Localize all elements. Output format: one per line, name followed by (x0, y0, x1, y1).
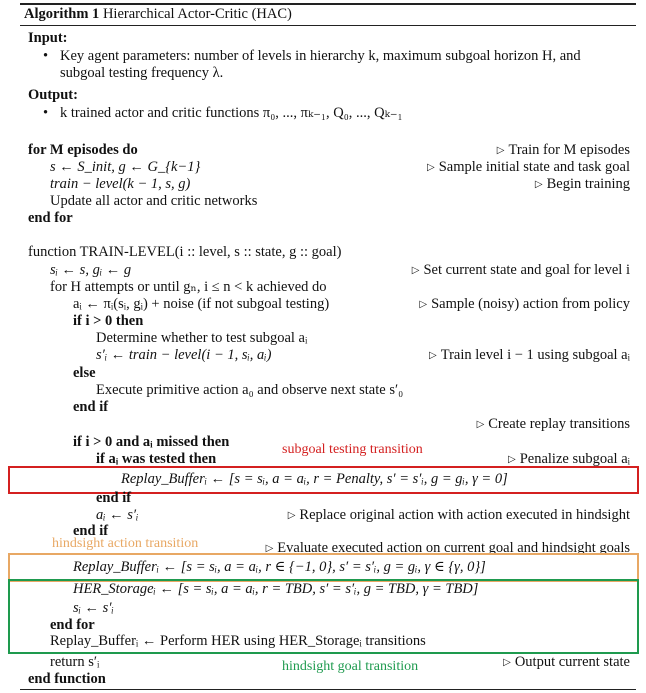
fn-end-if-outer: end if (73, 523, 109, 539)
fn-train-sub-comment-wrap (429, 347, 630, 365)
main-update-line: Update all actor and critic networks (50, 193, 258, 209)
fn-end-if-inner: end if (96, 490, 132, 506)
comment-triangle-icon: ▷ (476, 419, 485, 430)
main-init-comment-wrap (427, 159, 630, 177)
fn-if-tested: if aᵢ was tested then (96, 451, 217, 467)
fn-penalize-comment: Penalize subgoal aᵢ (519, 451, 630, 467)
fn-for-h: for H attempts or until gₙ, i ≤ n < k achieved do (50, 279, 327, 295)
output-bullet: k trained actor and critic functions π₀, ..., πₖ₋₁, Q₀, ..., Qₖ₋₁ (60, 105, 403, 121)
fn-train-sub-comment: Train level i − 1 using subgoal aᵢ (440, 347, 630, 363)
bottom-rule (20, 689, 636, 690)
comment-triangle-icon: ▷ (503, 657, 511, 668)
comment-triangle-icon: ▷ (427, 162, 435, 173)
fn-else-line: else (73, 365, 96, 381)
algorithm-label: Algorithm 1 (24, 6, 100, 22)
fn-end-for: end for (50, 617, 95, 633)
main-end-for: end for (28, 210, 73, 226)
fn-her-storage-line: HER_Storageᵢ ← [s = sᵢ, a = aᵢ, r = TBD, s′ = s′ᵢ, g = TBD, γ = TBD] (73, 581, 479, 597)
fn-sample-comment: Sample (noisy) action from policy (431, 296, 630, 312)
fn-set-comment-wrap (412, 262, 630, 280)
fn-replace-comment-wrap (288, 507, 630, 525)
fn-if-missed: if i > 0 and aᵢ missed then (73, 434, 230, 450)
hindsight-action-annotation: hindsight action transition (52, 536, 199, 551)
fn-set-comment: Set current state and goal for level i (423, 262, 630, 278)
fn-return-line: return s′ᵢ (50, 654, 100, 670)
main-for-comment-wrap (497, 142, 630, 160)
fn-return-comment: Output current state (514, 654, 630, 670)
fn-hindsight-action-line: Replay_Bufferᵢ ← [s = sᵢ, a = aᵢ, r ∈ {−1, 0}, s′ = s′ᵢ, g = gᵢ, γ ∈ {γ, 0}] (73, 559, 486, 575)
comment-triangle-icon: ▷ (265, 543, 274, 554)
comment-triangle-icon: ▷ (419, 299, 428, 310)
output-bullet-marker: • (43, 105, 49, 121)
main-for-line: for M episodes do (28, 142, 138, 158)
fn-set-line: sᵢ ← s, gᵢ ← g (50, 262, 132, 278)
top-rule (20, 3, 636, 5)
main-train-comment-wrap (535, 176, 630, 194)
comment-triangle-icon: ▷ (411, 265, 420, 276)
main-train-line: train − level(k − 1, s, g) (50, 176, 191, 192)
algorithm-header (24, 6, 292, 23)
fn-her-line: Replay_Bufferᵢ ← Perform HER using HER_Storageᵢ transitions (50, 633, 426, 649)
fn-execute-line: Execute primitive action a₀ and observe next state s′₀ (96, 382, 404, 398)
fn-replace-comment: Replace original action with action executed in hindsight (299, 507, 630, 523)
comment-triangle-icon: ▷ (534, 179, 543, 190)
fn-evaluate-comment: Evaluate executed action on current goal and hindsight goals (277, 540, 630, 556)
comment-triangle-icon: ▷ (429, 350, 437, 361)
fn-determine-line: Determine whether to test subgoal aᵢ (96, 330, 308, 346)
fn-sample-line: aᵢ ← πᵢ(sᵢ, gᵢ) + noise (if not subgoal testing) (73, 296, 330, 312)
fn-create-comment: Create replay transitions (488, 416, 630, 432)
fn-create-comment-wrap (477, 416, 630, 434)
header-rule (20, 25, 636, 26)
subgoal-testing-annotation: subgoal testing transition (282, 442, 423, 457)
fn-if-line: if i > 0 then (73, 313, 144, 329)
fn-penalty-line: Replay_Bufferᵢ ← [s = sᵢ, a = aᵢ, r = Penalty, s′ = s′ᵢ, g = gᵢ, γ = 0] (121, 471, 508, 487)
input-label: Input: (28, 30, 68, 46)
algorithm-title: Hierarchical Actor-Critic (HAC) (102, 6, 292, 22)
output-label: Output: (28, 87, 78, 103)
main-train-comment: Begin training (546, 176, 630, 192)
fn-advance-line: sᵢ ← s′ᵢ (73, 600, 114, 616)
main-init-comment: Sample initial state and task goal (438, 159, 630, 175)
fn-train-sub-line: s′ᵢ ← train − level(i − 1, sᵢ, aᵢ) (96, 347, 272, 363)
fn-sample-comment-wrap (419, 296, 630, 314)
fn-return-comment-wrap (503, 654, 630, 672)
comment-triangle-icon: ▷ (496, 145, 505, 156)
main-init-line: s ← S_init, g ← G_{k−1} (50, 159, 201, 175)
fn-end-function: end function (28, 671, 106, 687)
input-bullet-marker: • (43, 48, 49, 64)
fn-replace-line: aᵢ ← s′ᵢ (96, 507, 139, 523)
hindsight-goal-annotation: hindsight goal transition (282, 659, 419, 674)
input-bullet: Key agent parameters: number of levels in hierarchy k, maximum subgoal horizon H, and (60, 48, 581, 64)
comment-triangle-icon: ▷ (508, 454, 516, 465)
main-for-comment: Train for M episodes (508, 142, 630, 158)
input-bullet-cont: subgoal testing frequency λ. (60, 65, 224, 81)
fn-end-if: end if (73, 399, 109, 415)
comment-triangle-icon: ▷ (287, 510, 296, 521)
function-header: function TRAIN-LEVEL(i :: level, s :: state, g :: goal) (28, 244, 342, 260)
